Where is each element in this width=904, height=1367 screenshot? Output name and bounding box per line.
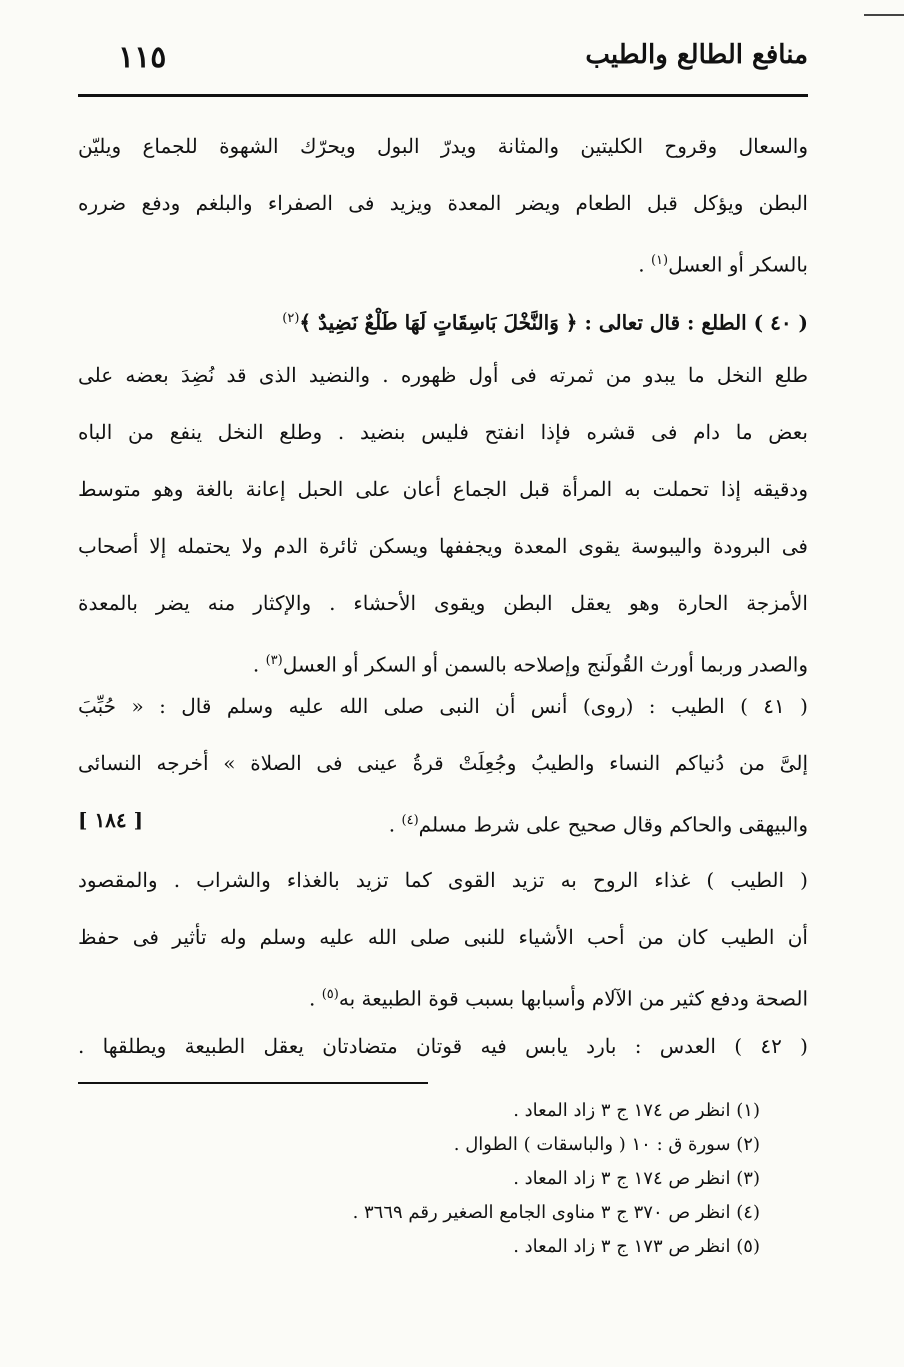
text-line: بعض ما دام فى قشره فإذا انفتح فليس بنضيد . وطلع النخل ينفع من الباه: [78, 420, 808, 444]
line-text: والبيهقى والحاكم وقال صحيح على شرط مسلم: [418, 812, 808, 837]
footnote-marker: (١): [650, 253, 669, 268]
page-reference: [ ١٨٤ ]: [78, 808, 144, 832]
paragraph-3: [78, 678, 808, 849]
paragraph-2: [78, 290, 808, 689]
line-text: والصدر وربما أورث القُولَنج وإصلاحه بالسمن أو السكر أو العسل: [282, 652, 808, 677]
text-line: ( ٤٢ ) العدس : بارد يابس فيه قوتان متضادتان يعقل الطبيعة ويطلقها .: [78, 1034, 808, 1058]
text-line: والصدر وربما أورث القُولَنج وإصلاحه بالسمن أو السكر أو العسل$^{(٣)}$ .: [252, 652, 808, 677]
text-line: والسعال وقروح الكليتين والمثانة ويدرّ البول ويحرّك الشهوة للجماع ويليّن: [78, 134, 808, 158]
text-line: الصحة ودفع كثير من الآلام وأسبابها بسبب قوة الطبيعة به$^{(٥)}$ .: [308, 986, 808, 1011]
footnote-marker: (٥): [321, 987, 339, 1002]
footnote: (٣) انظر ص ١٧٤ ج ٣ زاد المعاد .: [513, 1168, 760, 1189]
page-number: ١١٥: [118, 40, 167, 75]
footnote-separator: [78, 1082, 428, 1084]
footnotes: [100, 1094, 760, 1264]
line-text: ( ٤٠ ) الطلع : قال تعالى : ﴿ وَالنَّخْلَ بَاسِقَاتٍ لَهَا طَلْعٌ نَضِيدٌ ﴾: [299, 310, 808, 335]
line-text: الصحة ودفع كثير من الآلام وأسبابها بسبب قوة الطبيعة به: [338, 986, 808, 1011]
footnote: (١) انظر ص ١٧٤ ج ٣ زاد المعاد .: [513, 1100, 760, 1121]
footnote: (٢) سورة ق : ١٠ ( والباسقات ) الطوال .: [453, 1134, 760, 1155]
text-line: فى البرودة واليبوسة يقوى المعدة ويجففها ويسكن ثائرة الدم ولا يحتمله إلا أصحاب: [78, 534, 808, 558]
text-line: إلىَّ من دُنياكم النساء والطيبُ وجُعِلَتْ قرةُ عينى فى الصلاة » أخرجه النسائى: [78, 751, 808, 775]
line-text: بالسكر أو العسل: [668, 252, 808, 277]
text-line: أن الطيب كان من أحب الأشياء للنبى صلى الله عليه وسلم وله تأثير فى حفظ: [78, 925, 808, 949]
text-line: الأمزجة الحارة وهو يعقل البطن ويقوى الأحشاء . والإكثار منه يضر بالمعدة: [78, 591, 808, 615]
text-line: والبيهقى والحاكم وقال صحيح على شرط مسلم$^{(٤)}$ . [ ١٨٤ ]: [78, 792, 808, 849]
footnote-marker: (٢): [282, 311, 300, 326]
page-header: [78, 28, 808, 97]
margin-mark: [864, 0, 904, 16]
paragraph-5: [78, 1018, 808, 1075]
text-line: [78, 290, 808, 347]
paragraph-4: [78, 852, 808, 1023]
text-line: طلع النخل ما يبدو من ثمرته فى أول ظهوره . والنضيد الذى قد نُضِدَ بعضه على: [78, 363, 808, 387]
text-line: بالسكر أو العسل$^{(١)}$ .: [638, 252, 808, 277]
text-line: ( ٤١ ) الطيب : (روى) أنس أن النبى صلى الله عليه وسلم قال : « حُبِّبَ: [78, 694, 808, 718]
footnote-marker: (٣): [265, 653, 283, 668]
paragraph-1: [78, 118, 808, 289]
running-title: منافع الطالع والطيب: [585, 40, 808, 70]
footnote-marker: (٤): [401, 813, 419, 828]
text-line: البطن ويؤكل قبل الطعام ويضر المعدة ويزيد فى الصفراء والبلغم ودفع ضرره: [78, 191, 808, 215]
text-line: ودقيقه إذا تحملت به المرأة قبل الجماع أعان على الحبل إعانة بالغة وهو متوسط: [78, 477, 808, 501]
text-line: ( الطيب ) غذاء الروح به تزيد القوى كما تزيد بالغذاء والشراب . والمقصود: [78, 868, 808, 892]
footnote: (٥) انظر ص ١٧٣ ج ٣ زاد المعاد .: [513, 1236, 760, 1257]
footnote: (٤) انظر ص ٣٧٠ ج ٣ مناوى الجامع الصغير رقم ٣٦٦٩ .: [352, 1202, 760, 1223]
